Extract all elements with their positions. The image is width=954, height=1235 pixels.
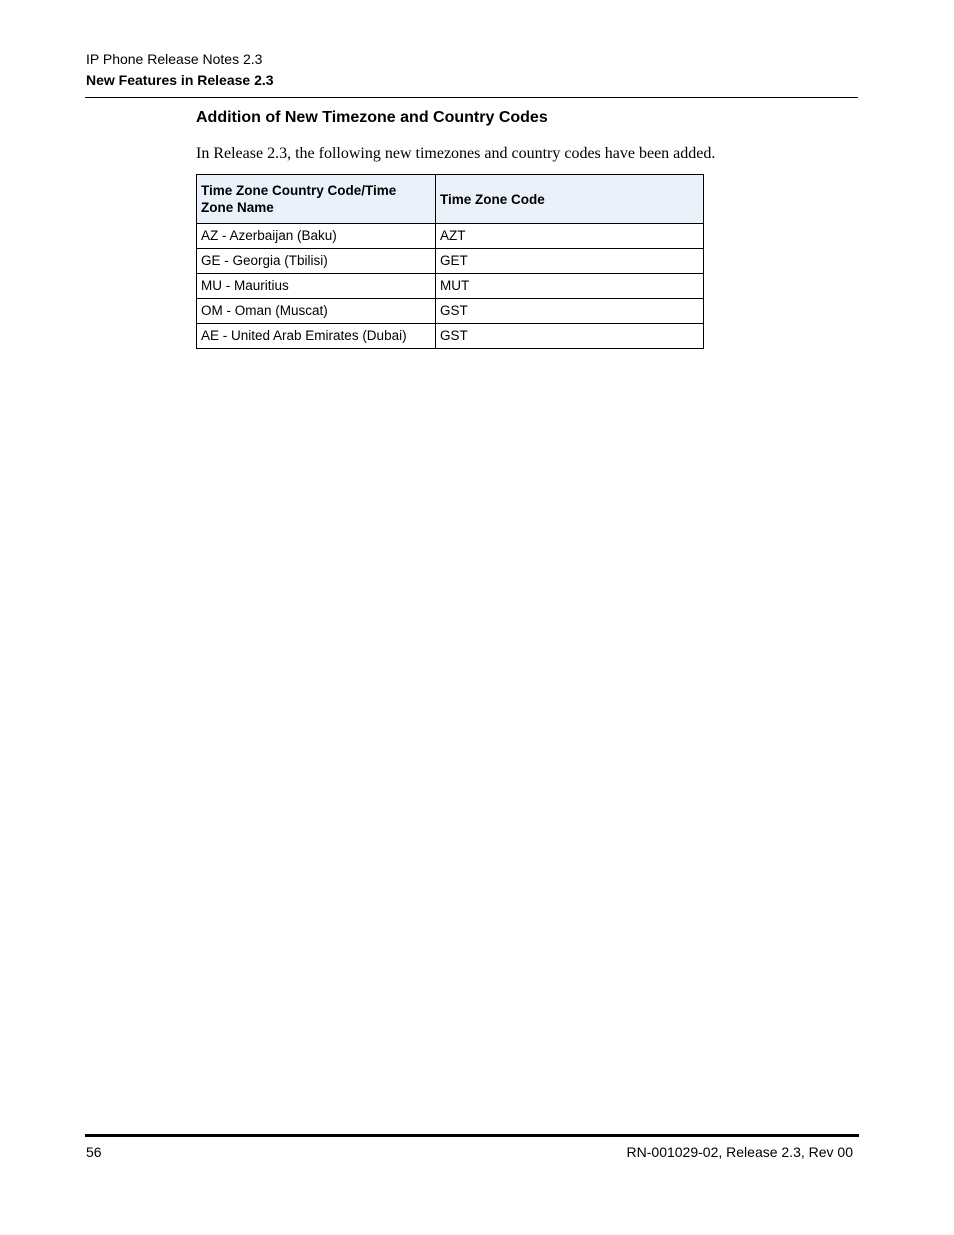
header-section-title: New Features in Release 2.3 xyxy=(86,72,274,88)
footer-divider xyxy=(85,1134,859,1137)
footer-page-number: 56 xyxy=(86,1144,102,1160)
timezone-table xyxy=(196,174,704,349)
table-row xyxy=(197,324,704,349)
footer-document-id: RN-001029-02, Release 2.3, Rev 00 xyxy=(626,1144,853,1160)
table-cell-country-name: OM - Oman (Muscat) xyxy=(197,299,436,324)
table-row xyxy=(197,249,704,274)
header-document-title: IP Phone Release Notes 2.3 xyxy=(86,51,263,67)
table-cell-timezone-code: MUT xyxy=(436,274,704,299)
column-header-country-name: Time Zone Country Code/Time Zone Name xyxy=(197,175,436,224)
table-row xyxy=(197,299,704,324)
table-row xyxy=(197,224,704,249)
table-cell-country-name: AZ - Azerbaijan (Baku) xyxy=(197,224,436,249)
table-cell-country-name: MU - Mauritius xyxy=(197,274,436,299)
section-heading: Addition of New Timezone and Country Codes xyxy=(196,109,548,126)
table-row xyxy=(197,274,704,299)
table-header-row xyxy=(197,175,704,224)
table-cell-timezone-code: AZT xyxy=(436,224,704,249)
table-cell-country-name: AE - United Arab Emirates (Dubai) xyxy=(197,324,436,349)
intro-paragraph: In Release 2.3, the following new timezones and country codes have been added. xyxy=(196,145,716,162)
table-cell-country-name: GE - Georgia (Tbilisi) xyxy=(197,249,436,274)
header-divider xyxy=(85,97,858,98)
table-cell-timezone-code: GST xyxy=(436,324,704,349)
column-header-timezone-code: Time Zone Code xyxy=(436,175,704,224)
table-cell-timezone-code: GET xyxy=(436,249,704,274)
table-cell-timezone-code: GST xyxy=(436,299,704,324)
